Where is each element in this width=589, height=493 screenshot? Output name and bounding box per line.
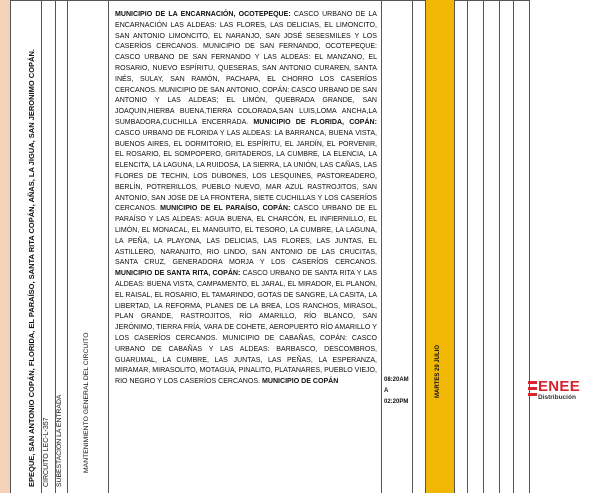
time-end: 02:20PM — [384, 399, 409, 405]
substation-cell — [56, 0, 68, 493]
sector-heading: MUNICIPIO DE LA ENCARNACIÓN, OCOTEPEQUE: — [115, 11, 291, 18]
left-color-strip — [0, 0, 11, 493]
blank-column — [514, 0, 530, 493]
substation-label: SUBESTACIÓN LA ENTRADA — [56, 394, 63, 487]
blank-column — [468, 0, 484, 493]
time-start: 08:20AM A — [384, 377, 409, 394]
sector-heading: MUNICIPIO DE COPÁN — [261, 378, 339, 386]
affected-areas-cell — [11, 0, 42, 493]
sector-heading: MUNICIPIO DE EL PARAÍSO, COPÁN: — [160, 205, 291, 213]
enee-logo — [528, 380, 584, 406]
circuit-label: CIRCUITO LEC-L-357 — [43, 417, 50, 487]
sectors-text — [109, 0, 381, 388]
logo-subtitle: Distribución — [538, 394, 576, 401]
sector-heading: MUNICIPIO DE FLORIDA, COPÁN: — [253, 118, 377, 126]
day-cell — [426, 0, 455, 493]
blank-column — [500, 0, 514, 493]
sectors-cell — [109, 0, 382, 493]
sector-body: CASCO URBANO DE SANTA RITA Y LAS ALDEAS: BUENA VISTA, CAMPAMENTO, EL JARAL, EL MIRADOR, EL PLANON, EL RAISAL, EL ROSARIO, EL TAMARINDO, GOTAS DE SANGRE, LA CASITA, LA LIBERTAD, LA REFORMA, PLANES DE LA BREA, LOS RANCHOS, MIRASOL, PLAN GRANDE, RASTROJITOS, RÍO AMARILLO, RÍO BLANCO, SAN JERÓNIMO, TIERRA FRÍA, VARA DE COHETE, AEROPUERTO RÍO AMARILLO Y LOS CASERÍOS CERCANOS. MUNICIPIO DE CABAÑAS, COPÁN: CASCO URBANO DE CABAÑAS Y LAS ALDEAS: BARBASCO, DESCOMBROS, GUARUMAL, LA CUMBRE, LAS JUNTAS, LAS PEÑAS, LA ESPERANZA, MIRAMAR, MIRASOLITO, MOTAGUA, PINALITO, PLATANARES, PUEBLO VIEJO, RIO NEGRO Y LOS CASERÍOS CERCANOS. — [115, 270, 377, 386]
sector-body: CASCO URBANO DE EL PARAÍSO Y LAS ALDEAS: AGUA BUENA, EL CHARCÓN, EL INFIERNILLO, EL LIMÓN, EL MONACAL, EL MANGUITO, EL TESORO, LA CUMBRE, LA LAGUNA, LA PEÑA, LA PLAYONA, LAS DELICIAS, LAS FLORES, LAS JUNTAS, EL ASTILLERO, NARANJITO, RIO LINDO, SAN ANTONIO DE LAS CRUCITAS, SANTA CRUZ, GENERADORA MORJA Y LOS CASERÍOS CERCANOS. — [115, 205, 378, 267]
affected-areas-text: EPEQUE, SAN ANTONIO COPÁN, FLORIDA, EL PARAÍSO, SANTA RITA COPÁN, AÑAS, LA JIGUA, SAN JERONIMO COPÁN. — [27, 49, 36, 487]
day-label: MARTES 29 JULIO — [435, 344, 441, 398]
time-cell — [382, 0, 413, 493]
time-range — [384, 375, 412, 408]
blank-column — [413, 0, 426, 493]
sector-body: CASCO URBANO DE FLORIDA Y LAS ALDEAS: LA BARRANCA, BUENA VISTA, BUENOS AIRES, EL DORMITORIO, EL ESPÍRITU, EL JARDÍN, EL PORVENIR, EL ROSARIO, EL SOMPOPERO, GRITADEROS, LA CUMBRE, LA ELENCIA, LA ELENCITA, LA LAGUNA, LA RUIDOSA, LA SIERRA, LA UNIÓN, LAS CAÑAS, LAS FLORES DE TECHIN, LOS DUBONES, LOS LESQUINES, PASTOREADERO, BERLÍN, POTRERILLOS, PUEBLO NUEVO, MAR AZUL RASTROJITOS, SAN ANTONIO, SAN JOSE DE LA FRONTERA, SIETE CUCHILLAS Y LOS CASERÍOS CERCANOS. — [115, 129, 377, 213]
maintenance-cell — [68, 0, 109, 493]
logo-wordmark: ENEE — [538, 378, 581, 395]
blank-column — [455, 0, 468, 493]
sector-heading: MUNICIPIO DE SANTA RITA, COPÁN: — [115, 270, 241, 278]
sector-body: CASCO URBANO DE LA ENCARNACIÓN LAS ALDEAS: LAS FLORES, LAS DELICIAS, EL LIMONCITO, SAN ANTONIO LIMONCITO, EL NARANJO, SAN JOSÉ SESESMILES Y LOS CASERÍOS CERCANOS. MUNICIPIO DE SAN FERNANDO, OCOTEPEQUE: CASCO URBANO DE SAN FERNANDO Y LAS ALDEAS: EL MANZANO, EL ROSARIO, NUEVO ESPÍRITU, QUESERAS, SAN ANTONIO CURAREN, SANTA INÉS, SULAY, SAN RAMÓN, PACHAPA, EL CHORRO LOS CASERÍOS CERCANOS. MUNICIPIO DE SAN ANTONIO, COPÁN: CASCO URBANO DE SAN ANTONIO Y LAS ALDEAS; EL LIMÓN, QUEBRADA GRANDE, SAN JOAQUIN,HIERBA BUENA,TIERRA COLORADA,SAN LUIS,LOMA ANCHA,LA SUMBADORA,CUCHILLA ENCERRADA. — [115, 11, 377, 126]
blank-column — [484, 0, 500, 493]
circuit-cell — [42, 0, 56, 493]
maintenance-label: MANTENIMIENTO GENERAL DEL CIRCUITO — [83, 332, 90, 473]
enee-logo-icon — [528, 381, 537, 396]
